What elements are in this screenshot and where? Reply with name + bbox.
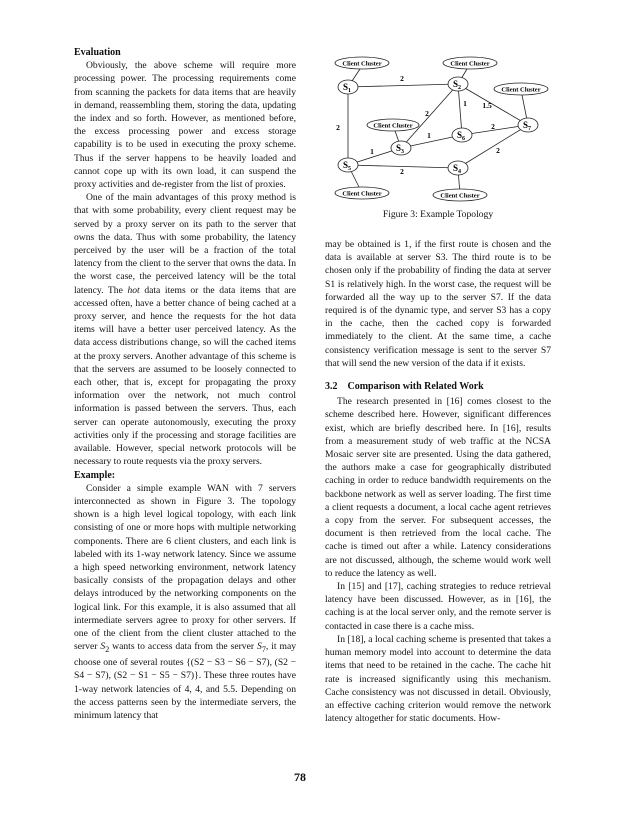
svg-text:S7: $S_7$ <box>522 120 532 132</box>
cluster-label: Client Cluster <box>440 192 480 200</box>
svg-text:S2: $S_2$ <box>452 79 462 91</box>
page-number: 78 <box>294 770 306 784</box>
link-label: 2 <box>425 109 429 118</box>
paragraph: may be obtained is 1, if the first route is chosen and the data is available at server S3. The third route is to be chosen only if the probability of finding the data at server S1 is relatively high. In the worst case, the request will be forwarded all the way up to the server S7. If the data required is of the dynamic type, and server S3 has a copy in the cache, then the cached copy is forwarded immediately to the client. At the same time, a cache consistency verification message is sent to the server S7 that will send the new version of the data if it exists. <box>325 239 551 369</box>
link-label: 1 <box>427 131 431 140</box>
paragraph: Consider a simple example WAN with 7 servers interconnected as shown in Figure 3. The topology shown is a high level logical topology, with each link consisting of one or more hops with multiple networking components. There are 6 client clusters, and each link is labeled with its 1-way network latency. Since we assume a high speed networking environment, network latency basically consists of the propagation delays and other delays introduced by the networking components on the logical link. For this example, it is also assumed that all intermediate servers agree to proxy for other servers. If one of the client from the client cluster attached to the server $S_2$ wants to access data from the server $S_7$, it may choose one of several routes {(S2 − S3 − S6 − S7), (S2 − S4 − S7), (S2 − S1 − S5 − S7)}. These three routes have 1-way network latencies of 4, 4, and 5.5. Depending on the access patterns seen by the intermediate servers, the minimum latency that <box>74 482 296 722</box>
link-label: 2 <box>491 122 495 131</box>
svg-text:S3: $S_3$ <box>395 143 405 155</box>
paragraph: One of the main advantages of this proxy method is that with some probability, every client request may be served by a proxy server on its path to the server that owns the data. Thus with some probability, the latency perceived by the user will be a fraction of the total latency from the client to the server that owns the data. In the worst case, the perceived latency will be the total latency. The hot data items or the data items that are accessed often, have a better chance of being cached at a proxy server, and hence the requests for the hot data items will have a better user perceived latency. As the data access distributions change, so will the cached items at the proxy servers. Another advantage of this scheme is that the servers are assumed to be loosely connected to each other, that is, except for propagating the proxy information over the network, not much control information is passed between the servers. Thus, each server can operate autonomously, executing the proxy activities only if the processing and storage facilities are available. However, special network protocols will be necessary to route requests via the proxy servers. <box>74 192 296 468</box>
link-s2-s6 <box>458 84 462 135</box>
link-label: 1 <box>370 147 374 156</box>
evaluation-heading: Evaluation <box>74 47 121 58</box>
paragraph: In [18], a local caching scheme is presented that takes a human memory model into account to determine the data items that need to be retained in the cache. The cache hit rate is increased significantly using this mechanism. Cache consistency was not discussed in detail. Obviously, an effective caching criterion would remove the network latency altogether for static documents. How- <box>325 633 551 725</box>
paragraph: Obviously, the above scheme will require more processing power. The processing requirements come from scanning the packets for data items that are heavily in demand, reassembling them, storing the data, updating the index and so forth. However, as mentioned before, the excess processing power and excess storage capability is to be used in executing the proxy scheme. Thus if the server happens to be heavily loaded and cannot cope up with its own load, it can suspend the proxy activities and de-register from the list of proxies. <box>74 60 296 191</box>
svg-text:S5: $S_5$ <box>342 160 352 172</box>
link-label: 2 <box>400 167 404 176</box>
topology-diagram <box>325 52 551 232</box>
svg-text:S6: $S_6$ <box>456 130 466 142</box>
paragraph: In [15] and [17], caching strategies to reduce retrieval latency have been discussed. However, as in [16], the caching is at the local server only, and the remote server is contacted in case there is a cache miss. <box>325 581 551 632</box>
right-column <box>325 238 551 725</box>
svg-text:S4: $S_4$ <box>452 163 462 175</box>
link-label: 1 <box>463 99 467 108</box>
example-heading: Example: <box>74 469 116 481</box>
svg-text:S1: $S_1$ <box>342 82 352 94</box>
figure-caption: Figure 3: Example Topology <box>382 209 494 220</box>
cluster-label: Client Cluster <box>450 60 490 68</box>
section-heading: 3.2 Comparison with Related Work <box>325 381 484 393</box>
link-label: 2 <box>336 123 340 132</box>
link-label: 1.5 <box>482 101 492 110</box>
left-column <box>74 46 296 722</box>
link-label: 2 <box>496 146 500 155</box>
cluster-label: Client Cluster <box>501 86 541 94</box>
link-label: 2 <box>400 74 404 83</box>
link-s1-s2 <box>348 84 458 87</box>
paragraph: The research presented in [16] comes closest to the scheme described here. However, significant differences exist, which are briefly described here. In [16], results from a measurement study of web traffic at the NCSA Mosaic server site are presented. Using the data gathered, the authors make a case for geographically distributed caching in order to reduce bandwidth requirements on the backbone network as well as server loading. The first time a client requests a document, a local cache agent retrieves a copy from the server. For subsequent accesses, the document is then retrieved from the local cache. The cache is timed out after a while. Latency considerations are not discussed, although, the scheme would work well to reduce the latency as well. <box>325 396 551 579</box>
cluster-label: Client Cluster <box>373 122 413 130</box>
cluster-label: Client Cluster <box>342 60 382 68</box>
cluster-label: Client Cluster <box>342 190 382 198</box>
